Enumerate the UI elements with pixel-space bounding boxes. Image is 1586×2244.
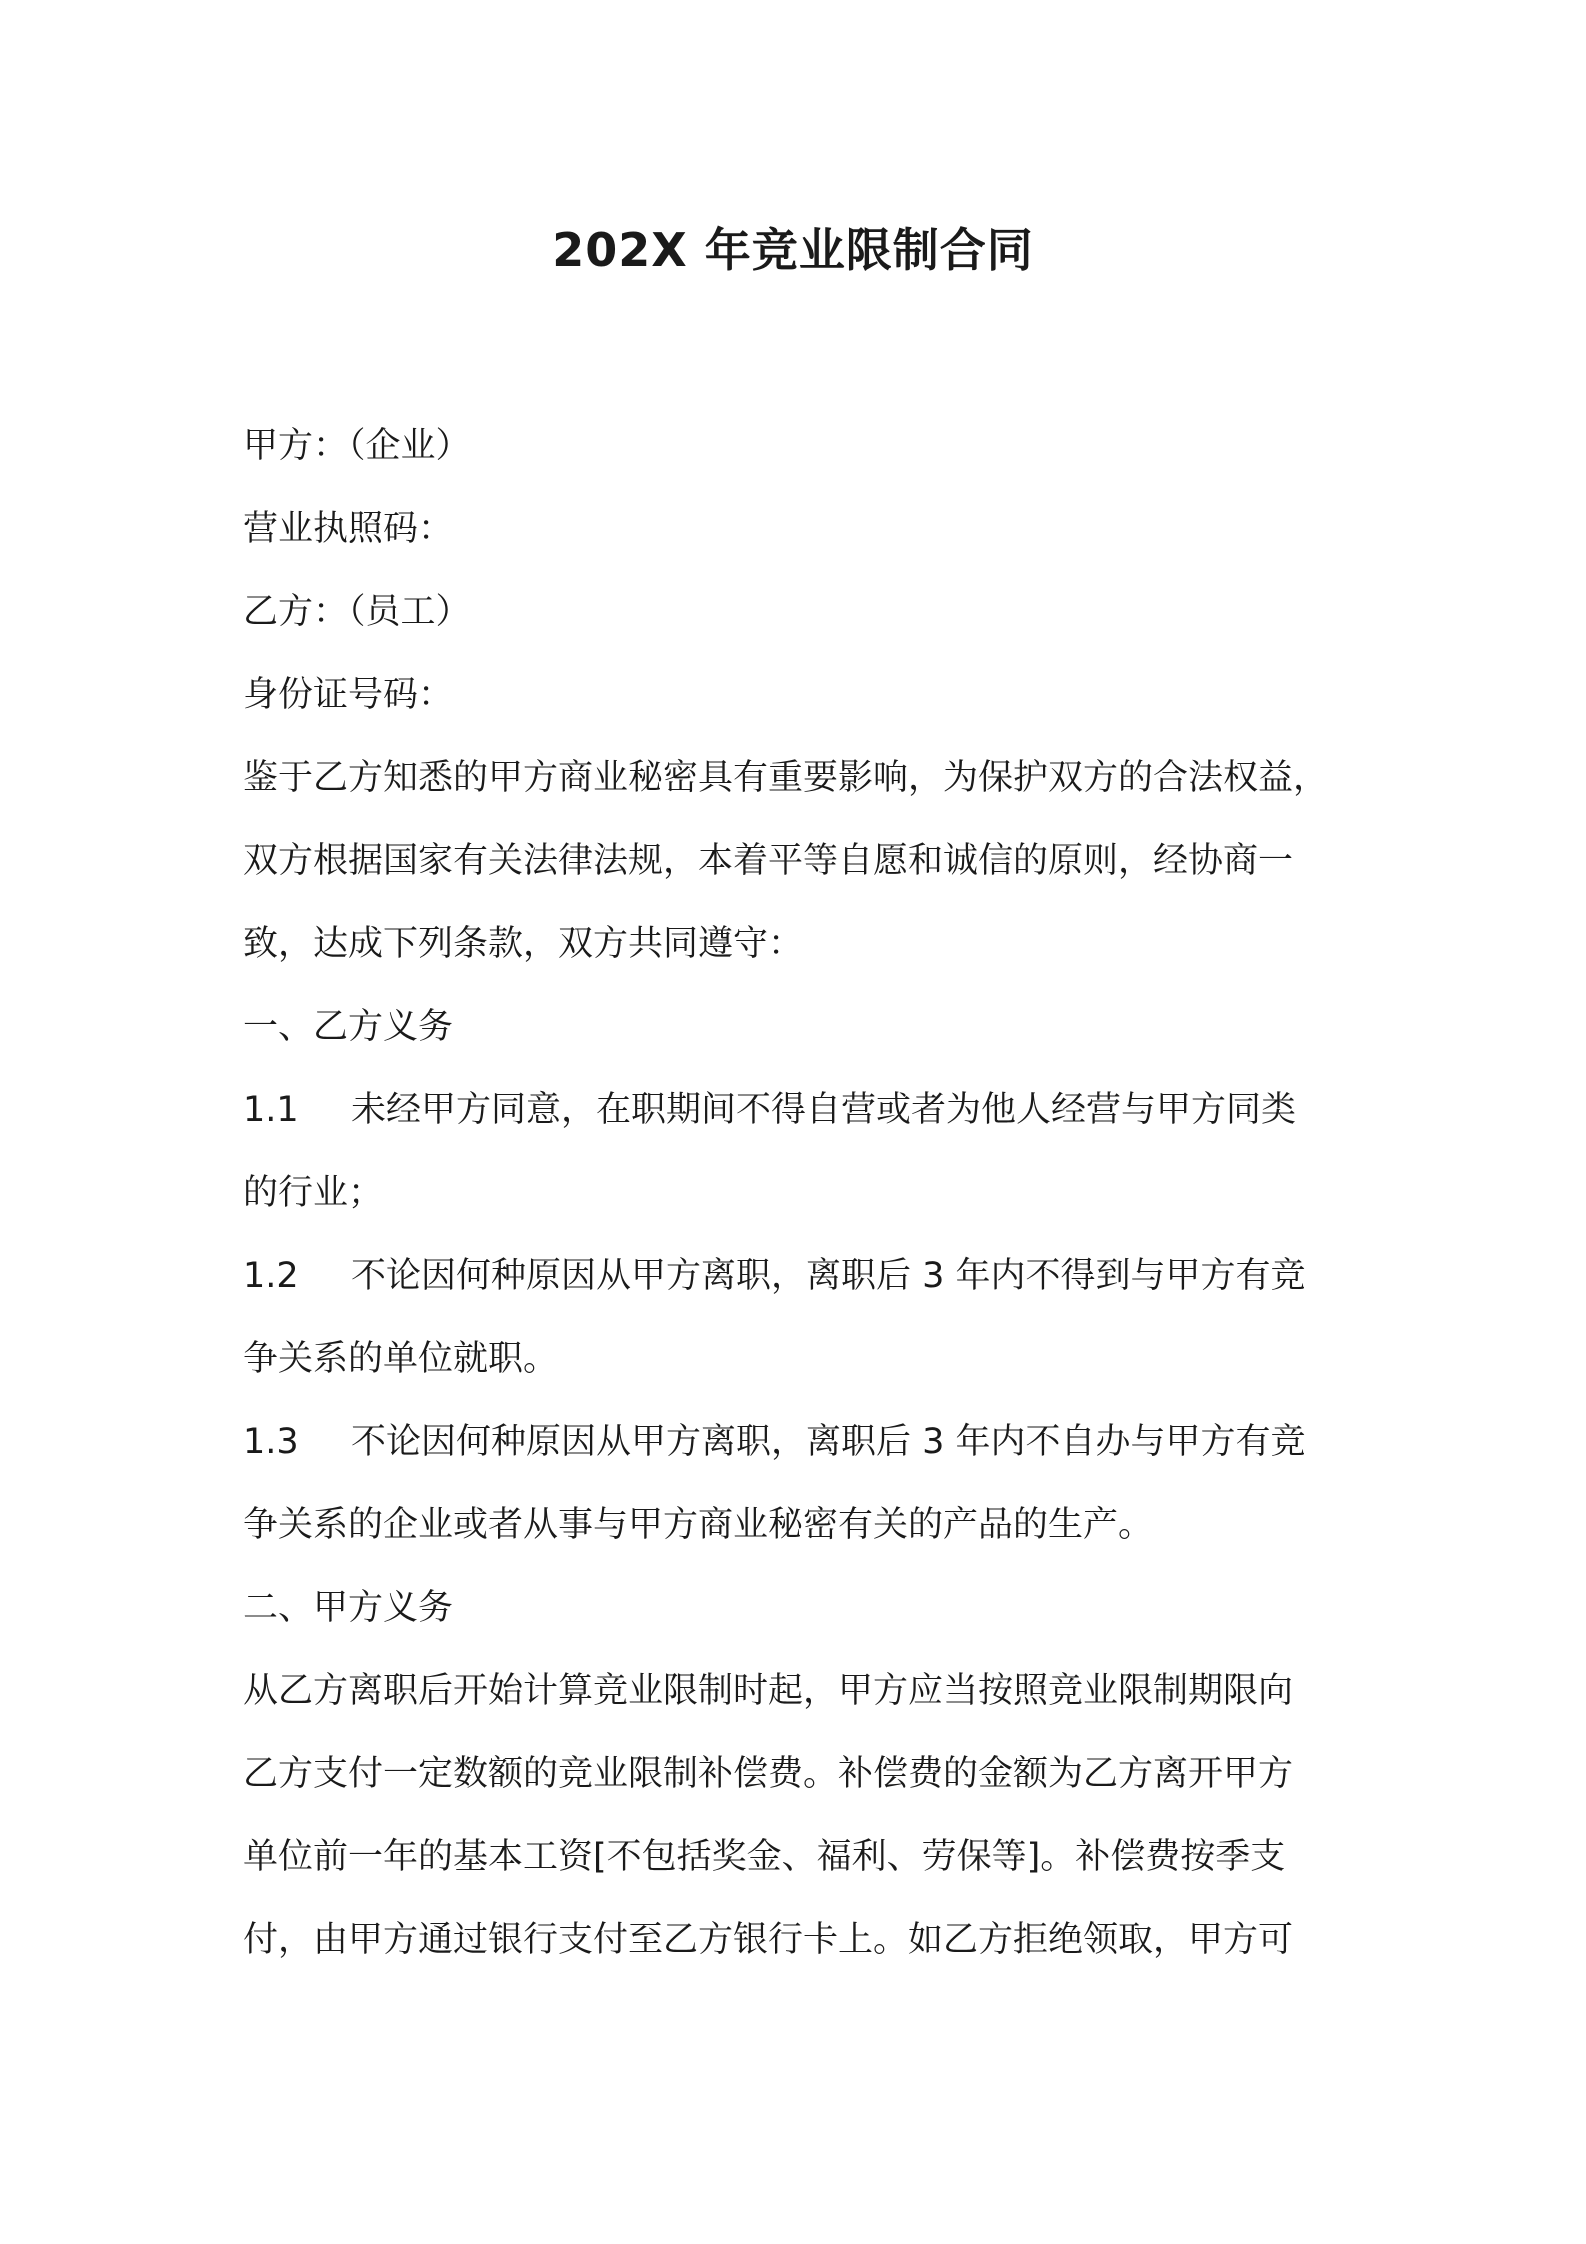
section-2-line: 单位前一年的基本工资[不包括奖金、福利、劳保等]。补偿费按季支 xyxy=(243,1837,1286,1877)
party-a-line: 甲方：（企业） xyxy=(243,426,471,466)
section-2-line: 付，由甲方通过银行支付至乙方银行卡上。如乙方拒绝领取，甲方可 xyxy=(243,1920,1294,1960)
clause-1-3 xyxy=(243,1401,1373,1484)
clause-number: 1.2 xyxy=(243,1256,299,1296)
document-body xyxy=(243,405,1373,1982)
section-2-line: 乙方支付一定数额的竞业限制补偿费。补偿费的金额为乙方离开甲方 xyxy=(243,1754,1294,1794)
preamble-line: 致，达成下列条款，双方共同遵守： xyxy=(243,924,804,964)
clause-text: 未经甲方同意，在职期间不得自营或者为他人经营与甲方同类 xyxy=(351,1090,1297,1130)
preamble-line: 鉴于乙方知悉的甲方商业秘密具有重要影响，为保护双方的合法权益， xyxy=(243,758,1329,798)
license-code-line: 营业执照码： xyxy=(243,509,454,549)
clause-number: 1.3 xyxy=(243,1422,299,1462)
clause-text-continued: 争关系的单位就职。 xyxy=(243,1339,559,1379)
party-b-line: 乙方：（员工） xyxy=(243,592,471,632)
document-title: 202X 年竞业限制合同 xyxy=(552,223,1034,277)
clause-1-2 xyxy=(243,1235,1373,1318)
preamble-line: 双方根据国家有关法律法规，本着平等自愿和诚信的原则，经协商一 xyxy=(243,841,1294,881)
clause-text-continued: 争关系的企业或者从事与甲方商业秘密有关的产品的生产。 xyxy=(243,1505,1154,1545)
section-2-heading: 二、甲方义务 xyxy=(243,1588,454,1628)
clause-1-1 xyxy=(243,1069,1373,1152)
id-number-line: 身份证号码： xyxy=(243,675,454,715)
clause-number: 1.1 xyxy=(243,1090,299,1130)
clause-text: 不论因何种原因从甲方离职，离职后 3 年内不得到与甲方有竞 xyxy=(351,1256,1306,1296)
clause-text: 不论因何种原因从甲方离职，离职后 3 年内不自办与甲方有竞 xyxy=(351,1422,1306,1462)
clause-text-continued: 的行业； xyxy=(243,1173,384,1213)
section-1-heading: 一、乙方义务 xyxy=(243,1007,454,1047)
section-2-line: 从乙方离职后开始计算竞业限制时起，甲方应当按照竞业限制期限向 xyxy=(243,1671,1294,1711)
